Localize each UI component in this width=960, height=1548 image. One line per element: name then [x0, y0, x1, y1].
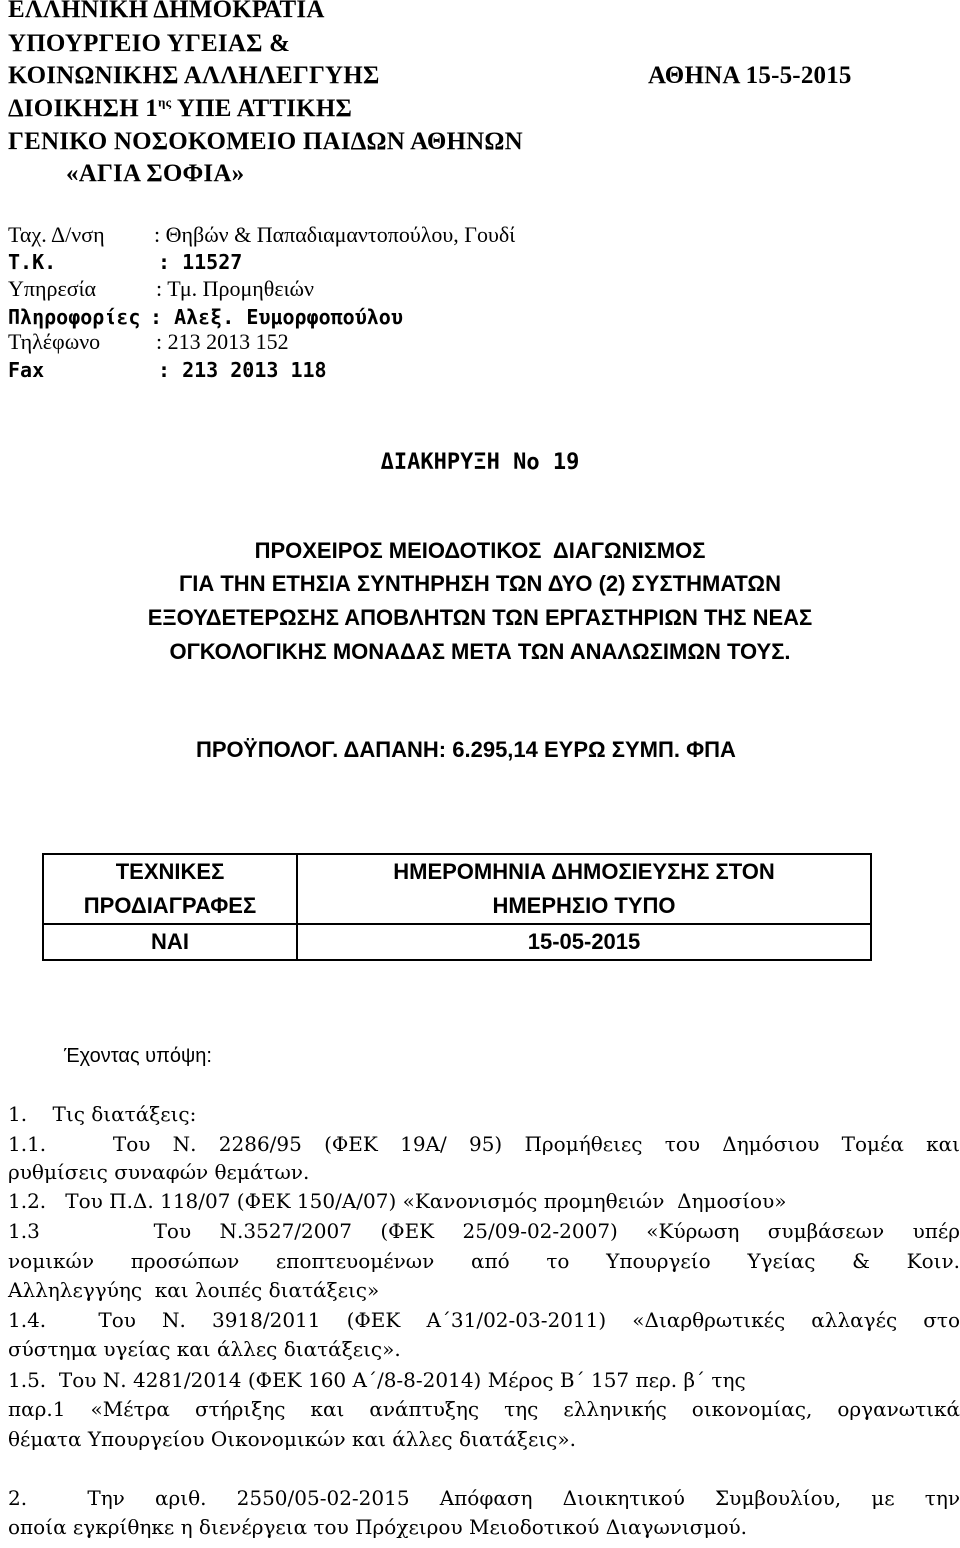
table-row	[43, 924, 871, 960]
declaration-number: ΔΙΑΚΗΡΥΞΗ Νο 19	[380, 450, 580, 475]
fax-label: Fax	[8, 358, 45, 382]
ministry-line-solidarity: ΚΟΙΝΩΝΙΚΗΣ ΑΛΛΗΛΕΓΓΥΗΣ	[8, 62, 380, 89]
budget-line: ΠΡΟΫΠΟΛΟΓ. ΔΑΠΑΝΗ: 6.295,14 ΕΥΡΩ ΣΥΜΠ. ΦΠΑ	[196, 737, 736, 762]
list-item-1-4-line-2: σύστημα υγείας και άλλες διατάξεις».	[8, 1337, 401, 1361]
list-item-2-line-2: οποία εγκρίθηκε η διενέργεια του Πρόχειρου Μειοδοτικού Διαγωνισμού.	[8, 1515, 747, 1539]
info-value: : Αλεξ. Ευμορφοπούλου	[150, 305, 403, 329]
hospital-nickname: «ΑΓΙΑ ΣΟΦΙΑ»	[66, 160, 245, 187]
list-item-1-1-line-2: ρυθμίσεις συναφών θεμάτων.	[8, 1160, 310, 1184]
specifications-table	[42, 853, 872, 961]
list-item-2-line-1: 2. Την αριθ. 2550/05-02-2015 Απόφαση Διοικητικού Συμβουλίου, με την	[8, 1486, 960, 1510]
service-value: : Τμ. Προμηθειών	[156, 276, 314, 301]
list-item-1-3-line-1: 1.3 Του Ν.3527/2007 (ΦΕΚ 25/09-02-2007) «Κύρωση συμβάσεων υπέρ	[8, 1219, 960, 1243]
list-item-1-5-line-3: θέματα Υπουργείου Οικονομικών και άλλες διατάξεις».	[8, 1427, 576, 1451]
tender-title-line-2: ΓΙΑ ΤΗΝ ΕΤΗΣΙΑ ΣΥΝΤΗΡΗΣΗ ΤΩΝ ΔΥΟ (2) ΣΥΣΤΗΜΑΤΩΝ	[179, 571, 781, 596]
address-label: Ταχ. Δ/νση	[8, 222, 105, 247]
document-date: ΑΘΗΝΑ 15-5-2015	[648, 62, 852, 89]
list-item-1-4-line-1: 1.4. Του Ν. 3918/2011 (ΦΕΚ Α΄31/02-03-2011) «Διαρθρωτικές αλλαγές στο	[8, 1308, 960, 1332]
ministry-line-administration: ΔΙΟΙΚΗΣΗ $1^{\eta\varsigma}$ ΥΠΕ ΑΤΤΙΚΗΣ	[8, 94, 353, 122]
tender-title-line-3: ΕΞΟΥΔΕΤΕΡΩΣΗΣ ΑΠΟΒΛΗΤΩΝ ΤΩΝ ΕΡΓΑΣΤΗΡΙΩΝ ΤΗΣ ΝΕΑΣ	[147, 605, 813, 630]
postcode-label: Τ.Κ.	[8, 250, 57, 274]
fax-value: : 213 2013 118	[158, 358, 327, 382]
phone-label: Τηλέφωνο	[8, 329, 101, 354]
list-item-1-3-line-3: Αλληλεγγύης και λοιπές διατάξεις»	[8, 1278, 380, 1302]
table-header-specifications: ΤΕΧΝΙΚΕΣ ΠΡΟΔΙΑΓΡΑΦΕΣ	[43, 854, 297, 924]
list-item-1-2: 1.2. Του Π.Δ. 118/07 (ΦΕΚ 150/Α/07) «Κανονισμός προμηθειών Δημοσίου»	[8, 1189, 787, 1213]
table-header-row	[43, 854, 871, 924]
list-item-1-1-line-1: 1.1. Του Ν. 2286/95 (ΦΕΚ 19Α/ 95) Προμήθειες του Δημόσιου Τομέα και	[8, 1132, 960, 1156]
table-cell-publication-date: 15-05-2015	[297, 924, 871, 960]
table-header-publication-date: ΗΜΕΡΟΜΗΝΙΑ ΔΗΜΟΣΙΕΥΣΗΣ ΣΤΟΝ ΗΜΕΡΗΣΙΟ ΤΥΠΟ	[297, 854, 871, 924]
hospital-name: ΓΕΝΙΚΟ ΝΟΣΟΚΟΜΕΙΟ ΠΑΙΔΩΝ ΑΘΗΝΩΝ	[8, 128, 523, 155]
service-label: Υπηρεσία	[8, 276, 97, 301]
list-item-1: 1. Τις διατάξεις:	[8, 1102, 197, 1126]
ministry-line-health: ΥΠΟΥΡΓΕΙΟ ΥΓΕΙΑΣ &	[8, 30, 291, 57]
considering-heading: Έχοντας υπόψη:	[64, 1045, 212, 1067]
postcode-value: : 11527	[158, 250, 243, 274]
address-value: : Θηβών & Παπαδιαμαντοπούλου, Γουδί	[154, 222, 516, 247]
tender-title-line-1: ΠΡΟΧΕΙΡΟΣ ΜΕΙΟΔΟΤΙΚΟΣ ΔΙΑΓΩΝΙΣΜΟΣ	[254, 538, 706, 563]
phone-value: : 213 2013 152	[156, 329, 289, 354]
tender-title-line-4: ΟΓΚΟΛΟΓΙΚΗΣ ΜΟΝΑΔΑΣ ΜΕΤΑ ΤΩΝ ΑΝΑΛΩΣΙΜΩΝ ΤΟΥΣ.	[169, 639, 791, 664]
info-label: Πληροφορίες	[8, 305, 141, 329]
list-item-1-5-line-2: παρ.1 «Μέτρα στήριξης και ανάπτυξης της ελληνικής οικονομίας, οργανωτικά	[8, 1397, 960, 1421]
table-cell-specifications: ΝΑΙ	[43, 924, 297, 960]
ministry-line-republic: ΕΛΛΗΝΙΚΗ ΔΗΜΟΚΡΑΤΙΑ	[8, 0, 325, 23]
list-item-1-3-line-2: νομικών προσώπων εποπτευομένων από το Υπουργείο Υγείας & Κοιν.	[8, 1249, 960, 1273]
list-item-1-5-line-1: 1.5. Του Ν. 4281/2014 (ΦΕΚ 160 Α΄/8-8-2014) Μέρος Β΄ 157 περ. β΄ της	[8, 1368, 746, 1392]
